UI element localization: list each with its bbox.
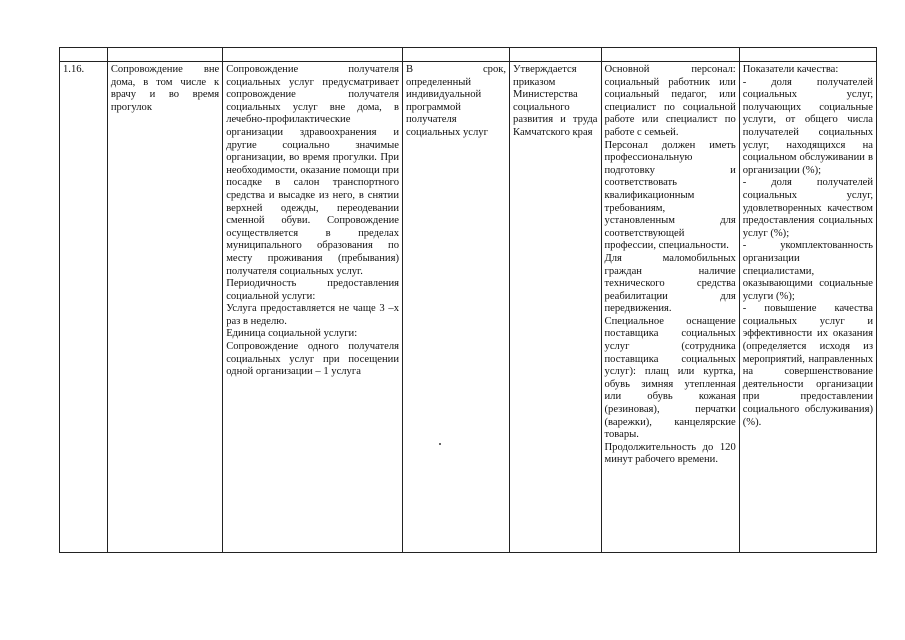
- quality-paragraph: Показатели качества:: [742, 64, 839, 75]
- service-tariff: Утверждается приказом Министерства социального развития и труда Камчатского края: [510, 62, 601, 553]
- description-paragraph: Услуга предоставляется не чаще 3 –х раз в неделю.: [226, 303, 399, 327]
- conditions-paragraph: Основной персонал: социальный работник или социальный педагог, или специалист по социальной работе или специалист по работе с семьей.: [604, 64, 736, 138]
- quality-paragraph: - доля получателей социальных услуг, получающих социальные услуги, от общего числа получателей социальных услуг, находящихся на социальном обслуживании в организации (%);: [742, 76, 873, 176]
- quality-indicators: [739, 62, 876, 553]
- table-header-strip: [60, 48, 877, 62]
- table-row: [60, 62, 877, 553]
- header-cell: [739, 48, 876, 62]
- quality-paragraph: - доля получателей социальных услуг, удовлетворенных качеством предоставления социальных услуг (%);: [742, 177, 873, 239]
- quality-paragraph: - повышение качества социальных услуг и эффективности их оказания (определяется исходя из мероприятий, направленных на совершенствование деятельности организации при предоставлении социального обслуживания) (%).: [742, 303, 873, 428]
- service-conditions: [601, 62, 739, 553]
- header-cell: [223, 48, 403, 62]
- header-cell: [510, 48, 601, 62]
- scan-speck: [439, 443, 441, 445]
- conditions-paragraph: Персонал должен иметь профессиональную подготовку и соответствовать квалификационным требованиям, установленным для соответствующей профессии, специальности.: [604, 139, 736, 252]
- description-paragraph: Сопровождение одного получателя социальных услуг при посещении одной организации – 1 услуга: [226, 341, 399, 378]
- header-cell: [60, 48, 108, 62]
- conditions-paragraph: Продолжительность до 120 минут рабочего времени.: [604, 441, 736, 466]
- header-cell: [403, 48, 510, 62]
- conditions-paragraph: Специальное оснащение поставщика социальных услуг (сотрудника поставщика социальных услуг): плащ или куртка, обувь зимняя утепленная или обувь кожаная (резиновая), перчатки (варежки), канцелярские товары.: [604, 315, 736, 441]
- description-paragraph: Сопровождение получателя социальных услуг предусматривает сопровождение получателя социальных услуг вне дома, в лечебно-профилактические организации здравоохранения и другие социально значимые организации, во время прогулки. При необходимости, оказание помощи при посадке в салон транспортного средства и высадке из него, в снятии верхней одежды, переодевании сменной обуви. Сопровождение осуществляется в пределах муниципального образования по месту проживания (пребывания) получателя социальных услуг.: [226, 64, 399, 277]
- quality-paragraph: - укомплектованность организации специалистами, оказывающими социальные услуги (%);: [742, 240, 873, 302]
- row-number: 1.16.: [60, 62, 108, 553]
- service-description: [223, 62, 403, 553]
- service-term: В срок, определенный индивидуальной программой получателя социальных услуг: [403, 62, 510, 553]
- service-name: Сопровождение вне дома, в том числе к врачу и во время прогулок: [107, 62, 222, 553]
- header-cell: [601, 48, 739, 62]
- conditions-paragraph: Для маломобильных граждан наличие технического средства реабилитации для передвижения.: [604, 252, 736, 315]
- description-paragraph: Единица социальной услуги:: [226, 328, 358, 340]
- header-cell: [107, 48, 222, 62]
- description-paragraph: Периодичность предоставления социальной услуги:: [226, 278, 399, 302]
- services-table: [59, 47, 877, 553]
